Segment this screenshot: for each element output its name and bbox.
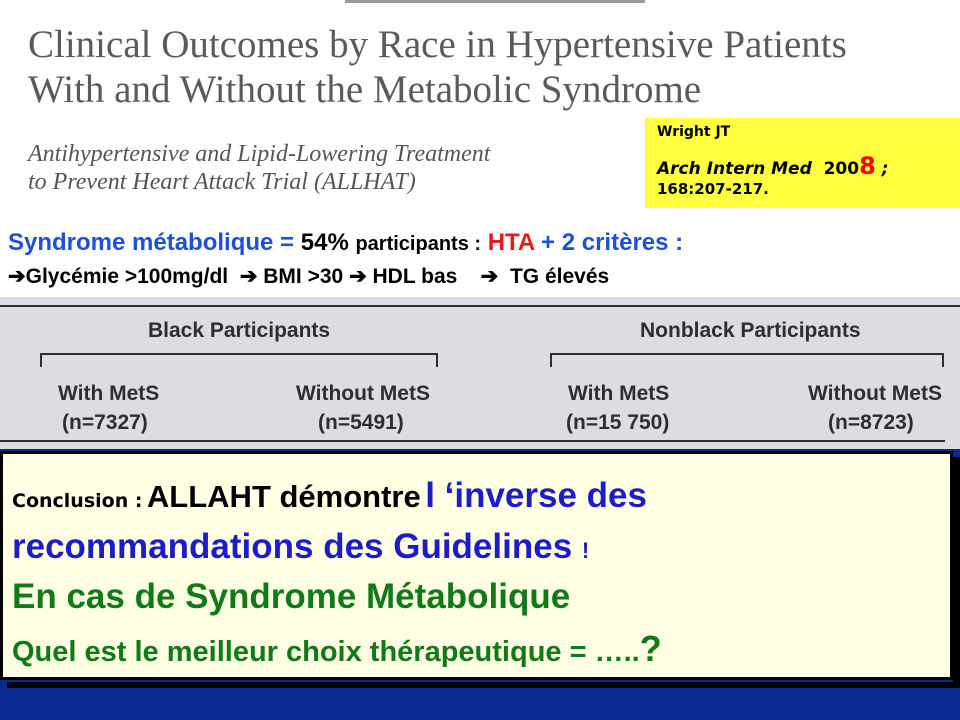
bracket-nonblack bbox=[550, 353, 944, 355]
conclusion-shadow-right bbox=[953, 457, 960, 688]
trial-subtitle bbox=[28, 140, 618, 196]
conclusion-question-mark: ? bbox=[639, 628, 662, 669]
hta-label: HTA bbox=[487, 229, 535, 256]
nonblack-with-mets-n: (n=15 750) bbox=[566, 411, 670, 434]
citation-journal-line bbox=[657, 152, 889, 180]
conclusion-box bbox=[0, 451, 953, 680]
citation-year-suffix: 8 bbox=[859, 152, 876, 180]
syndrome-label: Syndrome métabolique = bbox=[8, 229, 295, 256]
conclusion-shadow-bottom bbox=[7, 682, 960, 688]
black-without-mets: Without MetS bbox=[296, 382, 430, 405]
definition-box bbox=[0, 213, 960, 297]
citation-volume-pages: 168:207-217. bbox=[657, 180, 769, 198]
criterion-bmi: BMI >30 bbox=[263, 265, 344, 288]
criterion-hdl: HDL bas bbox=[372, 265, 458, 288]
scan-edge bbox=[345, 0, 645, 3]
citation-journal: Arch Intern Med bbox=[657, 159, 812, 179]
percent-value: 54% bbox=[300, 229, 349, 256]
arrow-icon: ➔ bbox=[239, 265, 258, 288]
subtitle-line-1: Antihypertensive and Lipid-Lowering Treatment bbox=[28, 141, 491, 167]
subtitle-line-2: to Prevent Heart Attack Trial (ALLHAT) bbox=[28, 169, 416, 195]
conclusion-line-2 bbox=[12, 527, 589, 567]
citation-author: Wright JT bbox=[657, 124, 731, 140]
arrow-icon: ➔ bbox=[8, 265, 26, 288]
conclusion-line-3: En cas de Syndrome Métabolique bbox=[12, 577, 571, 616]
definition-line-2 bbox=[8, 264, 609, 289]
participants-label: participants : bbox=[355, 233, 482, 255]
conclusion-allaht: ALLAHT démontre bbox=[146, 479, 421, 514]
criterion-glycemia: Glycémie >100mg/dl bbox=[25, 265, 229, 288]
title-line-2: With and Without the Metabolic Syndrome bbox=[28, 68, 702, 111]
conclusion-inverse: l ‘inverse des bbox=[425, 476, 647, 515]
bracket-nonblack-left bbox=[550, 353, 552, 367]
citation-box bbox=[645, 118, 960, 208]
bracket-black-right bbox=[436, 353, 438, 367]
conclusion-exclamation: ! bbox=[581, 538, 590, 563]
citation-semicolon: ; bbox=[881, 159, 889, 179]
nonblack-without-mets: Without MetS bbox=[808, 382, 942, 405]
group-nonblack-label: Nonblack Participants bbox=[640, 319, 861, 342]
citation-year-prefix: 200 bbox=[823, 159, 860, 179]
nonblack-with-mets: With MetS bbox=[568, 382, 670, 405]
conclusion-question: Quel est le meilleur choix thérapeutique = ….. bbox=[12, 636, 640, 668]
conclusion-line-4 bbox=[12, 628, 662, 670]
title-line-1: Clinical Outcomes by Race in Hypertensive Patients bbox=[28, 23, 847, 66]
arrow-icon: ➔ bbox=[480, 265, 499, 288]
black-without-mets-n: (n=5491) bbox=[318, 411, 404, 434]
bracket-black-left bbox=[40, 353, 42, 367]
conclusion-line-1 bbox=[12, 476, 647, 516]
black-with-mets: With MetS bbox=[58, 382, 160, 405]
bracket-black bbox=[40, 353, 438, 355]
black-with-mets-n: (n=7327) bbox=[62, 411, 148, 434]
slide-title bbox=[28, 22, 958, 112]
group-black-label: Black Participants bbox=[148, 319, 331, 342]
criterion-tg: TG élevés bbox=[509, 265, 610, 288]
table-header-scan bbox=[0, 297, 960, 449]
nonblack-without-mets-n: (n=8723) bbox=[828, 411, 914, 434]
table-bottom-rule bbox=[0, 440, 945, 442]
table-top-rule bbox=[0, 305, 960, 307]
definition-line-1 bbox=[8, 229, 683, 257]
bracket-nonblack-right bbox=[942, 353, 944, 367]
criteria-label: + 2 critères : bbox=[541, 229, 684, 256]
conclusion-label: Conclusion : bbox=[12, 490, 143, 512]
conclusion-guidelines: recommandations des Guidelines bbox=[12, 527, 573, 566]
arrow-icon: ➔ bbox=[349, 265, 367, 288]
